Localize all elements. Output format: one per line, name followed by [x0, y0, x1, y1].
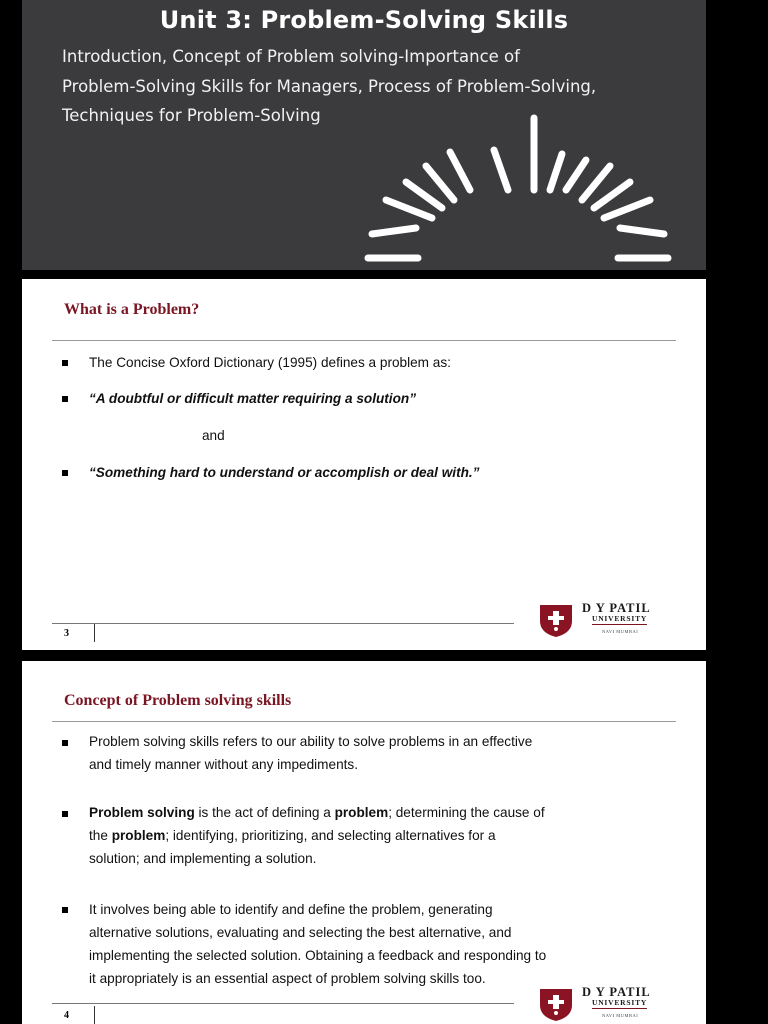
- slide-concept-of-problem-solving: [22, 661, 706, 1024]
- subtitle-line: Introduction, Concept of Problem solving-Importance of: [62, 47, 520, 66]
- logo-location: NAVI MUMBAI: [602, 629, 639, 634]
- text-segment: the: [89, 828, 112, 843]
- bullet-line: implementing the selected solution. Obtaining a feedback and responding to: [89, 948, 547, 963]
- bullet-line: It involves being able to identify and define the problem, generating: [89, 902, 493, 917]
- sunburst-icon: [22, 0, 706, 270]
- logo-university: UNIVERSITY: [592, 998, 648, 1007]
- page-number: 4: [64, 1010, 69, 1021]
- footer-divider: [52, 623, 514, 624]
- bullet-text: The Concise Oxford Dictionary (1995) defines a problem as:: [89, 355, 451, 370]
- title-slide: [22, 0, 706, 270]
- text-segment: is the act of defining a: [194, 805, 335, 820]
- logo-university: UNIVERSITY: [592, 614, 648, 623]
- bullet-icon: [62, 740, 68, 746]
- university-crest-icon: [536, 983, 576, 1023]
- text-segment: ; determining the cause of: [388, 805, 545, 820]
- dy-patil-logo: [536, 599, 676, 639]
- footer-separator: [94, 624, 95, 642]
- emphasis-text: Problem solving: [89, 805, 195, 820]
- heading-divider: [52, 340, 676, 341]
- text-segment: solution; and implementing a solution.: [89, 851, 317, 866]
- bullet-icon: [62, 811, 68, 817]
- bullet-icon: [62, 360, 68, 366]
- heading-divider: [52, 721, 676, 722]
- unit-title: Unit 3: Problem-Solving Skills: [159, 6, 569, 34]
- bullet-icon: [62, 396, 68, 402]
- logo-name: D Y PATIL: [582, 985, 651, 999]
- slide-what-is-a-problem: [22, 279, 706, 650]
- footer-separator: [94, 1006, 95, 1024]
- logo-location: NAVI MUMBAI: [602, 1013, 639, 1018]
- emphasis-text: problem: [334, 805, 389, 820]
- bullet-text: “Something hard to understand or accomplish or deal with.”: [89, 465, 480, 480]
- bullet-line: and timely manner without any impediments.: [89, 757, 358, 772]
- bullet-text: “A doubtful or difficult matter requiring a solution”: [89, 391, 416, 406]
- bullet-line: it appropriately is an essential aspect of problem solving skills too.: [89, 971, 486, 986]
- footer-divider: [52, 1003, 514, 1004]
- bullet-text: [89, 801, 545, 870]
- university-crest-icon: [536, 599, 576, 639]
- bullet-line: [89, 847, 545, 870]
- bullet-text: [89, 730, 532, 776]
- subtitle-line: Problem-Solving Skills for Managers, Process of Problem-Solving,: [62, 76, 597, 96]
- page-number: 3: [64, 628, 69, 639]
- logo-name: D Y PATIL: [582, 601, 651, 615]
- slide-heading: Concept of Problem solving skills: [64, 692, 292, 709]
- subtitle-line: Techniques for Problem-Solving: [62, 106, 321, 125]
- text-segment: ; identifying, prioritizing, and selecting alternatives for a: [165, 828, 496, 843]
- slide-heading: What is a Problem?: [64, 301, 200, 318]
- bullet-icon: [62, 470, 68, 476]
- bullet-line: [89, 824, 545, 847]
- bullet-line: Problem solving skills refers to our ability to solve problems in an effective: [89, 734, 533, 749]
- bullet-line: alternative solutions, evaluating and selecting the best alternative, and: [89, 925, 512, 940]
- bullet-line: [89, 801, 545, 824]
- emphasis-text: problem: [111, 828, 166, 843]
- bullet-text: [89, 898, 546, 990]
- bullet-icon: [62, 907, 68, 913]
- connector-text: and: [202, 428, 225, 443]
- dy-patil-logo: [536, 983, 676, 1023]
